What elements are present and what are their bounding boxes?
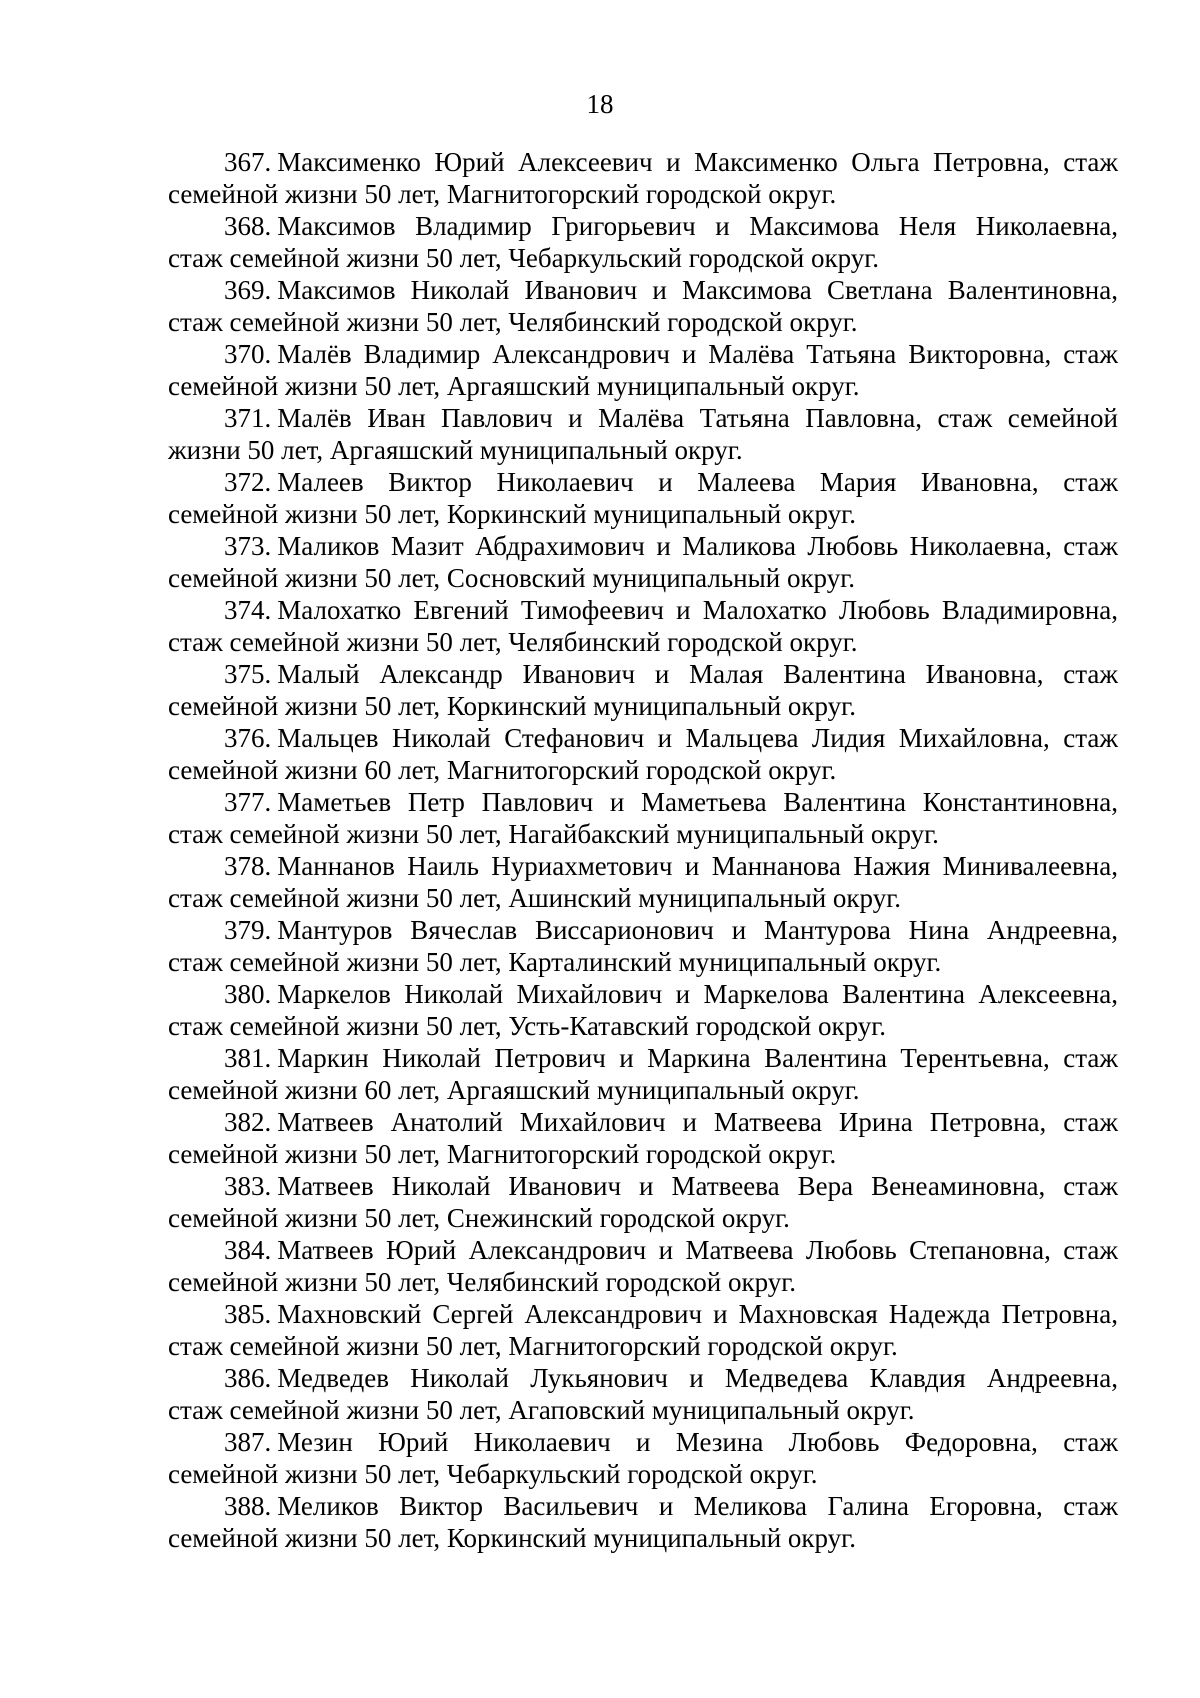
entry-first-line	[168, 530, 1118, 562]
list-item	[168, 1170, 1118, 1234]
entry-second-line: стаж семейной жизни 50 лет, Челябинский городской округ.	[168, 307, 858, 337]
entry-text: Малёв Владимир Александрович и Малёва Татьяна Викторовна, стаж	[277, 339, 1118, 369]
list-item	[168, 210, 1118, 274]
entry-text: Маликов Мазит Абдрахимович и Маликова Любовь Николаевна, стаж	[277, 531, 1118, 561]
entry-second-line: жизни 50 лет, Аргаяшский муниципальный округ.	[168, 435, 743, 465]
entry-number: 382.	[224, 1107, 272, 1137]
entry-second-line: стаж семейной жизни 50 лет, Агаповский муниципальный округ.	[168, 1395, 915, 1425]
entry-first-line	[168, 1234, 1118, 1266]
entry-first-line	[168, 1362, 1118, 1394]
entry-first-line	[168, 210, 1118, 242]
entry-text: Маннанов Наиль Нуриахметович и Маннанова Нажия Минивалеевна,	[277, 851, 1118, 881]
entry-number: 374.	[224, 595, 272, 625]
entry-second-line: семейной жизни 50 лет, Магнитогорский городской округ.	[168, 179, 837, 209]
list-item	[168, 1426, 1118, 1490]
entry-first-line	[168, 1170, 1118, 1202]
entry-number: 385.	[224, 1299, 272, 1329]
entry-text: Малый Александр Иванович и Малая Валентина Ивановна, стаж	[277, 659, 1118, 689]
entry-first-line	[168, 466, 1118, 498]
entry-text: Максимов Николай Иванович и Максимова Светлана Валентиновна,	[277, 275, 1118, 305]
entry-number: 383.	[224, 1171, 272, 1201]
entry-second-line: семейной жизни 60 лет, Магнитогорский городской округ.	[168, 755, 837, 785]
entry-number: 377.	[224, 787, 272, 817]
entry-number: 384.	[224, 1235, 272, 1265]
entry-text: Малёв Иван Павлович и Малёва Татьяна Павловна, стаж семейной	[277, 403, 1118, 433]
entry-first-line	[168, 594, 1118, 626]
entry-number: 381.	[224, 1043, 272, 1073]
list-item	[168, 402, 1118, 466]
entry-first-line	[168, 402, 1118, 434]
list-item	[168, 146, 1118, 210]
entry-number: 387.	[224, 1427, 272, 1457]
entry-second-line: стаж семейной жизни 50 лет, Усть-Катавский городской округ.	[168, 1011, 887, 1041]
entry-first-line	[168, 1490, 1118, 1522]
list-item	[168, 1234, 1118, 1298]
entry-second-line: семейной жизни 50 лет, Коркинский муниципальный округ.	[168, 691, 856, 721]
entry-number: 372.	[224, 467, 272, 497]
entry-text: Матвеев Юрий Александрович и Матвеева Любовь Степановна, стаж	[277, 1235, 1118, 1265]
entry-second-line: семейной жизни 50 лет, Коркинский муниципальный округ.	[168, 1523, 856, 1553]
entry-second-line: стаж семейной жизни 50 лет, Магнитогорский городской округ.	[168, 1331, 898, 1361]
list-item	[168, 722, 1118, 786]
entry-number: 373.	[224, 531, 272, 561]
entry-text: Максимов Владимир Григорьевич и Максимова Неля Николаевна,	[277, 211, 1118, 241]
entry-number: 388.	[224, 1491, 272, 1521]
entry-number: 386.	[224, 1363, 272, 1393]
entry-text: Малохатко Евгений Тимофеевич и Малохатко Любовь Владимировна,	[277, 595, 1118, 625]
entry-text: Максименко Юрий Алексеевич и Максименко Ольга Петровна, стаж	[277, 147, 1118, 177]
entry-second-line: семейной жизни 60 лет, Аргаяшский муниципальный округ.	[168, 1075, 860, 1105]
list-item	[168, 1042, 1118, 1106]
entry-first-line	[168, 786, 1118, 818]
entry-number: 368.	[224, 211, 272, 241]
list-item	[168, 658, 1118, 722]
entry-number: 370.	[224, 339, 272, 369]
list-item	[168, 1298, 1118, 1362]
entry-first-line	[168, 1298, 1118, 1330]
entry-first-line	[168, 914, 1118, 946]
entry-number: 369.	[224, 275, 272, 305]
entry-second-line: семейной жизни 50 лет, Аргаяшский муниципальный округ.	[168, 371, 860, 401]
entry-second-line: семейной жизни 50 лет, Чебаркульский городской округ.	[168, 1459, 818, 1489]
list-item	[168, 338, 1118, 402]
entry-first-line	[168, 338, 1118, 370]
list-item	[168, 978, 1118, 1042]
entry-text: Матвеев Николай Иванович и Матвеева Вера Венеаминовна, стаж	[277, 1171, 1118, 1201]
entry-second-line: семейной жизни 50 лет, Челябинский городской округ.	[168, 1267, 797, 1297]
entry-text: Меликов Виктор Васильевич и Меликова Галина Егоровна, стаж	[277, 1491, 1118, 1521]
entry-first-line	[168, 850, 1118, 882]
entry-second-line: стаж семейной жизни 50 лет, Чебаркульский городской округ.	[168, 243, 880, 273]
entry-first-line	[168, 1426, 1118, 1458]
entry-second-line: стаж семейной жизни 50 лет, Нагайбакский муниципальный округ.	[168, 819, 939, 849]
entry-first-line	[168, 1042, 1118, 1074]
entry-second-line: стаж семейной жизни 50 лет, Челябинский городской округ.	[168, 627, 858, 657]
list-item	[168, 850, 1118, 914]
entry-first-line	[168, 146, 1118, 178]
entry-text: Маркин Николай Петрович и Маркина Валентина Терентьевна, стаж	[277, 1043, 1118, 1073]
entry-number: 380.	[224, 979, 272, 1009]
entry-first-line	[168, 274, 1118, 306]
entry-second-line: семейной жизни 50 лет, Снежинский городской округ.	[168, 1203, 790, 1233]
entry-number: 375.	[224, 659, 272, 689]
entry-number: 371.	[224, 403, 272, 433]
list-item	[168, 1490, 1118, 1554]
entry-first-line	[168, 722, 1118, 754]
entry-first-line	[168, 1106, 1118, 1138]
entry-number: 378.	[224, 851, 272, 881]
entry-text: Маркелов Николай Михайлович и Маркелова Валентина Алексеевна,	[277, 979, 1118, 1009]
entry-text: Мантуров Вячеслав Виссарионович и Мантурова Нина Андреевна,	[277, 915, 1118, 945]
entry-second-line: семейной жизни 50 лет, Магнитогорский городской округ.	[168, 1139, 837, 1169]
entry-second-line: семейной жизни 50 лет, Сосновский муниципальный округ.	[168, 563, 855, 593]
list-item	[168, 466, 1118, 530]
list-item	[168, 1106, 1118, 1170]
entries-list	[168, 146, 1118, 1554]
entry-first-line	[168, 658, 1118, 690]
entry-text: Матвеев Анатолий Михайлович и Матвеева Ирина Петровна, стаж	[277, 1107, 1118, 1137]
list-item	[168, 274, 1118, 338]
entry-text: Медведев Николай Лукьянович и Медведева Клавдия Андреевна,	[277, 1363, 1118, 1393]
list-item	[168, 786, 1118, 850]
entry-number: 367.	[224, 147, 272, 177]
entry-number: 379.	[224, 915, 272, 945]
entry-text: Мезин Юрий Николаевич и Мезина Любовь Федоровна, стаж	[277, 1427, 1118, 1457]
list-item	[168, 1362, 1118, 1426]
entry-second-line: семейной жизни 50 лет, Коркинский муниципальный округ.	[168, 499, 856, 529]
entry-text: Маметьев Петр Павлович и Маметьева Валентина Константиновна,	[277, 787, 1118, 817]
page-number: 18	[586, 89, 614, 119]
list-item	[168, 914, 1118, 978]
entry-second-line: стаж семейной жизни 50 лет, Карталинский муниципальный округ.	[168, 947, 942, 977]
entry-text: Малеев Виктор Николаевич и Малеева Мария Ивановна, стаж	[277, 467, 1118, 497]
entry-number: 376.	[224, 723, 272, 753]
list-item	[168, 594, 1118, 658]
entry-text: Мальцев Николай Стефанович и Мальцева Лидия Михайловна, стаж	[277, 723, 1118, 753]
entry-second-line: стаж семейной жизни 50 лет, Ашинский муниципальный округ.	[168, 883, 901, 913]
list-item	[168, 530, 1118, 594]
entry-text: Махновский Сергей Александрович и Махновская Надежда Петровна,	[277, 1299, 1118, 1329]
entry-first-line	[168, 978, 1118, 1010]
